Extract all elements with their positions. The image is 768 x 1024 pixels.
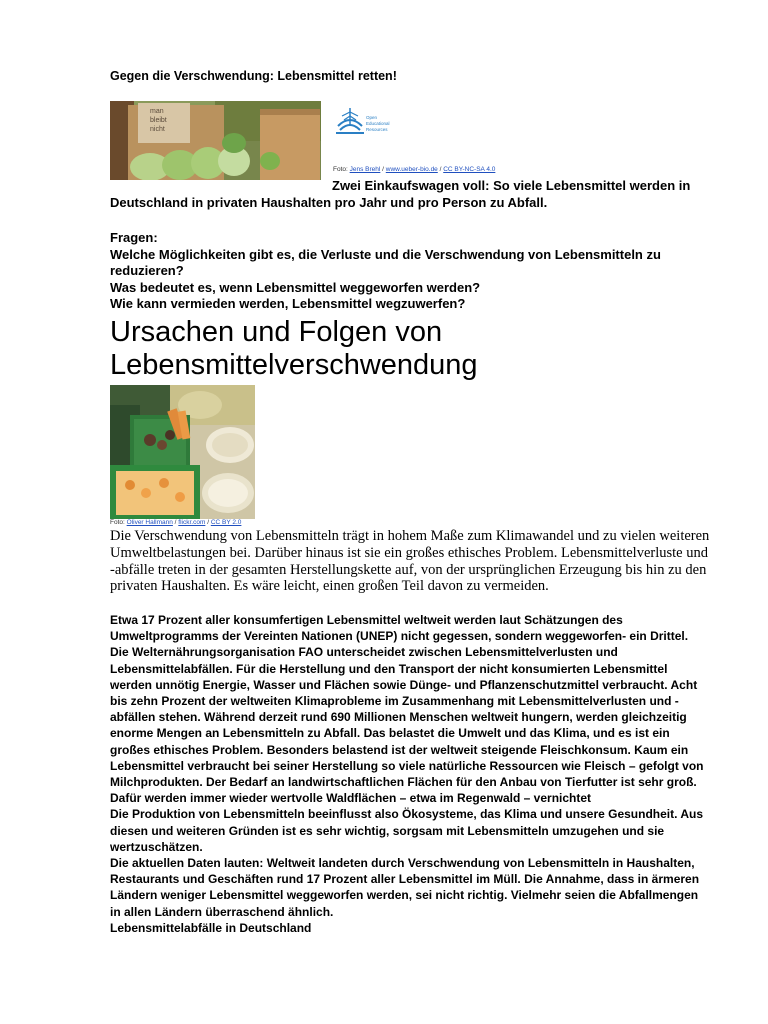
document-title: Gegen die Verschwendung: Lebensmittel retten! bbox=[110, 69, 397, 83]
intro-paragraph bbox=[110, 177, 710, 211]
oer-logo bbox=[336, 104, 396, 140]
question-item: Welche Möglichkeiten gibt es, die Verluste und die Verschwendung von Lebensmitteln zu reduzieren? bbox=[110, 246, 661, 279]
photo-credit-1 bbox=[333, 166, 495, 173]
serif-paragraph: Die Verschwendung von Lebensmitteln trägt in hohem Maße zum Klimawandel und zu vielen weiteren Umweltbelastungen bei. Darüber hinaus ist sie ein großes ethisches Problem. Lebensmittelverluste und -abfälle treten in der gesamten Herstellungskette auf, von der ursprünglichen Erzeugung bis hin zu den privaten Haushalten. Es wäre leicht, einen großen Teil davon zu vermeiden. bbox=[110, 528, 710, 595]
credit-separator: / bbox=[172, 519, 179, 526]
question-item: Wie kann vermieden werden, Lebensmittel wegzuwerfen? bbox=[110, 296, 466, 312]
body-paragraph: Die aktuellen Daten lauten: Weltweit landeten durch Verschwendung von Lebensmitteln in Haushalten, Restaurants und Geschäften rund 17 Prozent aller Lebensmittel im Müll. Die Annahme, dass in ärmeren Ländern weniger Lebensmittel weggeworfen werden, sei nicht richtig. Vielmehr seien die Abfallmengen in allen Ländern überraschend ähnlich. bbox=[110, 856, 700, 919]
logo-line-2: Educational bbox=[366, 121, 390, 126]
vegetable-box-photo bbox=[110, 101, 321, 180]
credit-site-link[interactable]: www.ueber-bio.de bbox=[385, 166, 438, 173]
credit-author-link[interactable]: Jens Brehl bbox=[349, 166, 381, 173]
questions-block bbox=[110, 230, 710, 313]
box-text-2: bleibt bbox=[150, 117, 167, 124]
logo-line-3: Resources bbox=[366, 127, 388, 132]
credit-separator: / bbox=[380, 166, 386, 173]
logo-line-1: Open bbox=[366, 115, 378, 120]
body-paragraph: Etwa 17 Prozent aller konsumfertigen Lebensmittel weltweit werden laut Schätzungen des Umweltprogramms der Vereinten Nationen (UNEP) nicht gegessen, sondern weggeworfen- ein Drittel. Die Welternährungsorganisation FAO unterscheidet zwischen Lebensmittelverlusten und Lebensmittelabfällen. Für die Herstellung und den Transport der nicht konsumierten Lebensmittel werden unnötig Energie, Wasser und Flächen sowie Dünge- und Pflanzenschutzmittel verbraucht. Acht bis zehn Prozent der weltweiten Klimaprobleme im Zusammenhang mit Lebensmittelverlusten und -abfällen stehen. Während derzeit rund 690 Millionen Menschen weltweit hungern, werden gleichzeitig enorme Mengen an Lebensmitteln zu Abfall. Das belastet die Umwelt und das Klima, und es ist ein großes ethisches Problem. Besonders belastend ist der weltweit steigende Fleischkonsum. Kaum ein Lebensmittel verbraucht bei seiner Herstellung so viele natürliche Ressourcen wie Fleisch – gefolgt von Milchprodukten. Der Bedarf an landwirtschaftlichen Flächen für den Anbau von Tierfutter ist sehr groß. Dafür werden immer wieder wertvolle Waldflächen – etwa im Regenwald – vernichtet bbox=[110, 613, 704, 806]
body-subheading: Lebensmittelabfälle in Deutschland bbox=[110, 920, 312, 935]
intro-text: Zwei Einkaufswagen voll: So viele Lebensmittel werden in Deutschland in privaten Haushalten pro Jahr und pro Person zu Abfall. bbox=[110, 178, 691, 210]
credit-separator: / bbox=[205, 519, 211, 526]
credit-site-link[interactable]: flickr.com bbox=[178, 519, 206, 526]
credit-license-link[interactable]: CC BY 2.0 bbox=[210, 519, 242, 526]
question-item: Was bedeutet es, wenn Lebensmittel weggeworfen werden? bbox=[110, 279, 481, 295]
credit-separator: / bbox=[437, 166, 444, 173]
credit-author-link[interactable]: Oliver Hallmann bbox=[126, 519, 173, 526]
box-text-1: man bbox=[150, 108, 164, 115]
food-crates-photo bbox=[110, 385, 255, 519]
credit-license-link[interactable]: CC BY-NC-SA 4.0 bbox=[443, 166, 496, 173]
body-text bbox=[110, 612, 710, 936]
credit-prefix: Foto: bbox=[333, 166, 350, 173]
body-paragraph: Die Produktion von Lebensmitteln beeinflusst also Ökosysteme, das Klima und unsere Gesundheit. Aus diesen und weiteren Gründen ist es sehr wichtig, sorgsam mit Lebensmitteln umzugehen und sie wertzuschätzen. bbox=[110, 807, 704, 854]
credit-prefix: Foto: bbox=[110, 519, 127, 526]
box-text-3: nicht bbox=[150, 126, 165, 133]
section-heading: Ursachen und Folgen von Lebensmittelverschwendung bbox=[110, 316, 478, 381]
questions-heading: Fragen: bbox=[110, 230, 158, 245]
photo-credit-2 bbox=[110, 519, 241, 526]
